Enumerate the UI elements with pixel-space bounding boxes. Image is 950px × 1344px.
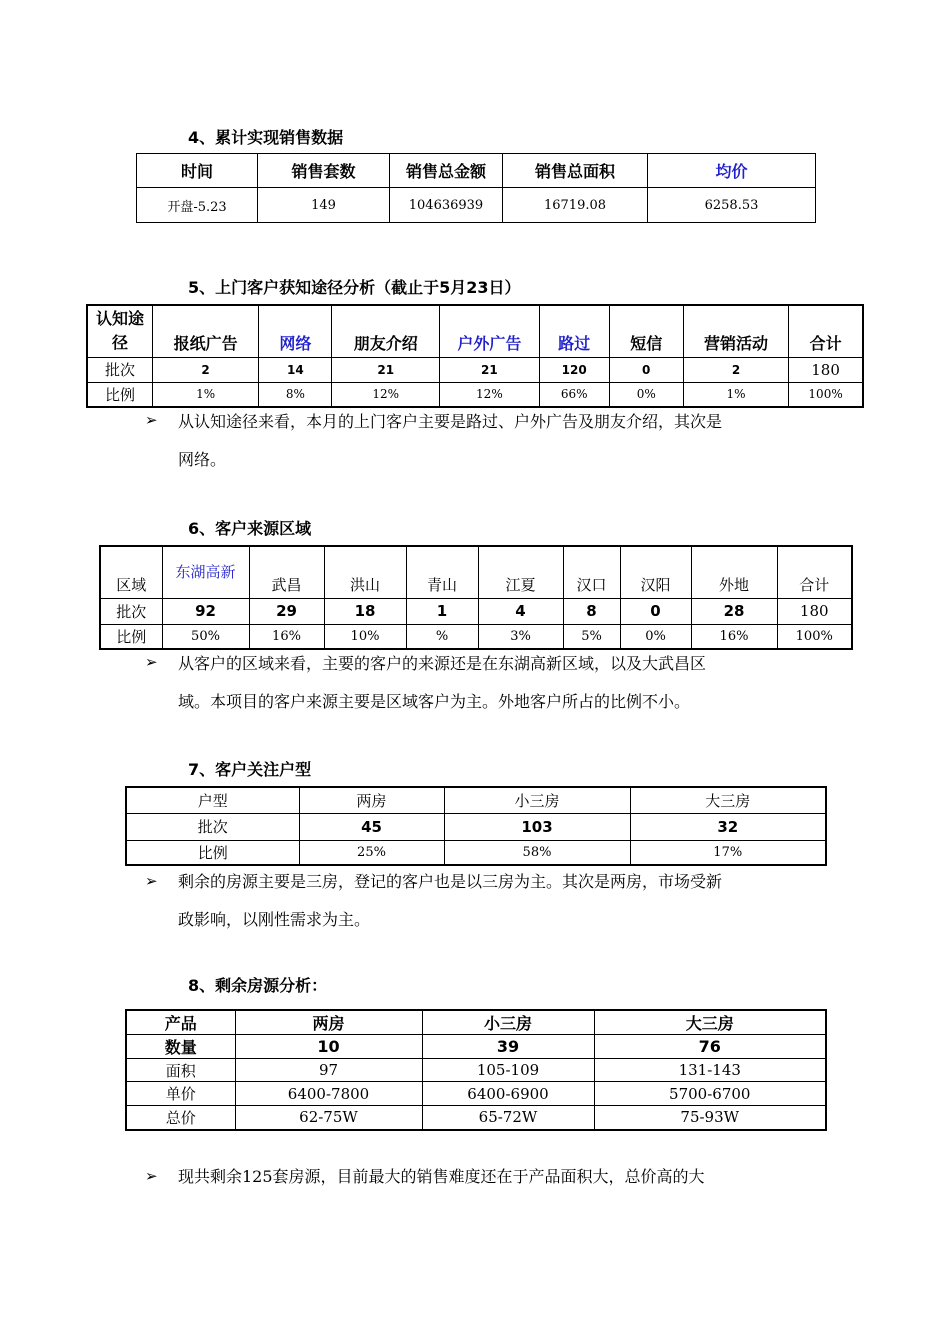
cell: 28 bbox=[691, 598, 777, 624]
sales-summary-table bbox=[136, 153, 816, 223]
cell: 总价 bbox=[126, 1106, 235, 1130]
cell: 50% bbox=[162, 624, 249, 649]
cell: 2 bbox=[683, 357, 788, 382]
note-line: 现共剩余125套房源，目前最大的销售难度还在于产品面积大，总价高的大 bbox=[178, 1167, 705, 1186]
cell: 5700-6700 bbox=[594, 1082, 826, 1106]
cell: 180 bbox=[789, 357, 863, 382]
table-row bbox=[87, 357, 863, 382]
cell: 比例 bbox=[126, 840, 299, 865]
section-5-note bbox=[178, 403, 818, 479]
bullet-arrow-icon: ➢ bbox=[145, 1167, 158, 1185]
section-5-heading: 5、上门客户获知途径分析（截止于5月23日） bbox=[188, 278, 521, 297]
cell: 39 bbox=[422, 1035, 594, 1059]
cell: 180 bbox=[777, 598, 852, 624]
cell: 25% bbox=[299, 840, 444, 865]
cell: 批次 bbox=[87, 357, 152, 382]
unit-type-table bbox=[125, 786, 827, 866]
cell: 6400-6900 bbox=[422, 1082, 594, 1106]
cell: 比例 bbox=[100, 624, 162, 649]
cell: 66% bbox=[539, 382, 609, 407]
cell: 6400-7800 bbox=[235, 1082, 422, 1106]
cell: 100% bbox=[789, 382, 863, 407]
note-line: 域。本项目的客户来源主要是区域客户为主。外地客户所占的比例不小。 bbox=[178, 692, 691, 711]
table-header-row bbox=[137, 154, 816, 188]
cell: 1 bbox=[406, 598, 478, 624]
cell: 3% bbox=[478, 624, 563, 649]
cell: 5% bbox=[563, 624, 620, 649]
bullet-arrow-icon: ➢ bbox=[145, 653, 158, 671]
header-time: 时间 bbox=[137, 154, 258, 188]
header-avg-price: 均价 bbox=[648, 154, 816, 188]
table-row bbox=[126, 1035, 826, 1059]
section-7-note bbox=[178, 863, 818, 939]
cell: 0% bbox=[609, 382, 683, 407]
header-large-three-bed: 大三房 bbox=[594, 1010, 826, 1035]
table-row bbox=[126, 840, 826, 865]
section-8-note bbox=[178, 1158, 818, 1196]
cell: 16% bbox=[249, 624, 324, 649]
header-total: 合计 bbox=[777, 546, 852, 598]
cell: 单价 bbox=[126, 1082, 235, 1106]
cell: 45 bbox=[299, 813, 444, 840]
cell: 76 bbox=[594, 1035, 826, 1059]
region-table bbox=[99, 545, 853, 650]
cell: % bbox=[406, 624, 478, 649]
header-hanyang: 汉阳 bbox=[620, 546, 691, 598]
note-line: 从认知途径来看，本月的上门客户主要是路过、户外广告及朋友介绍，其次是 bbox=[178, 412, 723, 431]
section-4-heading: 4、累计实现销售数据 bbox=[188, 128, 344, 147]
header-qingshan: 青山 bbox=[406, 546, 478, 598]
cell: 批次 bbox=[100, 598, 162, 624]
cell: 0 bbox=[609, 357, 683, 382]
header-large-three-bed: 大三房 bbox=[630, 787, 826, 813]
cell: 6258.53 bbox=[648, 188, 816, 223]
cell: 4 bbox=[478, 598, 563, 624]
header-outdoor: 户外广告 bbox=[440, 305, 540, 357]
cell: 29 bbox=[249, 598, 324, 624]
cell: 149 bbox=[258, 188, 390, 223]
cell: 75-93W bbox=[594, 1106, 826, 1130]
header-internet: 网络 bbox=[259, 305, 332, 357]
cell: 8 bbox=[563, 598, 620, 624]
header-product: 产品 bbox=[126, 1010, 235, 1035]
cell: 58% bbox=[444, 840, 630, 865]
cell: 1% bbox=[683, 382, 788, 407]
note-line: 剩余的房源主要是三房，登记的客户也是以三房为主。其次是两房，市场受新 bbox=[178, 872, 723, 891]
cell: 131-143 bbox=[594, 1059, 826, 1082]
cell: 2 bbox=[152, 357, 258, 382]
cell: 开盘-5.23 bbox=[137, 188, 258, 223]
cell: 批次 bbox=[126, 813, 299, 840]
cell: 0 bbox=[620, 598, 691, 624]
table-row bbox=[126, 1059, 826, 1082]
table-row bbox=[126, 1082, 826, 1106]
header-hankou: 汉口 bbox=[563, 546, 620, 598]
bullet-arrow-icon: ➢ bbox=[145, 872, 158, 890]
header-units: 销售套数 bbox=[258, 154, 390, 188]
header-jiangxia: 江夏 bbox=[478, 546, 563, 598]
header-wuchang: 武昌 bbox=[249, 546, 324, 598]
header-small-three-bed: 小三房 bbox=[444, 787, 630, 813]
cell: 17% bbox=[630, 840, 826, 865]
table-row bbox=[126, 813, 826, 840]
section-8-heading: 8、剩余房源分析： bbox=[188, 976, 328, 995]
cell: 104636939 bbox=[390, 188, 503, 223]
header-area: 销售总面积 bbox=[503, 154, 648, 188]
table-row bbox=[137, 188, 816, 223]
header-outside: 外地 bbox=[691, 546, 777, 598]
header-friend: 朋友介绍 bbox=[332, 305, 440, 357]
cell: 0% bbox=[620, 624, 691, 649]
bullet-arrow-icon: ➢ bbox=[145, 411, 158, 429]
header-channel: 认知途径 bbox=[87, 305, 152, 357]
table-header-row bbox=[126, 1010, 826, 1035]
cell: 21 bbox=[332, 357, 440, 382]
cell: 12% bbox=[440, 382, 540, 407]
header-hongshan: 洪山 bbox=[324, 546, 406, 598]
cell: 10% bbox=[324, 624, 406, 649]
header-two-bed: 两房 bbox=[235, 1010, 422, 1035]
cell: 97 bbox=[235, 1059, 422, 1082]
table-header-row bbox=[126, 787, 826, 813]
cell: 18 bbox=[324, 598, 406, 624]
note-line: 政影响，以刚性需求为主。 bbox=[178, 910, 371, 929]
inventory-table bbox=[125, 1009, 827, 1131]
note-line: 从客户的区域来看，主要的客户的来源还是在东湖高新区域，以及大武昌区 bbox=[178, 654, 707, 673]
cell: 16719.08 bbox=[503, 188, 648, 223]
note-line: 网络。 bbox=[178, 450, 227, 469]
section-6-note bbox=[178, 645, 818, 721]
header-passby: 路过 bbox=[539, 305, 609, 357]
cell: 100% bbox=[777, 624, 852, 649]
cell: 32 bbox=[630, 813, 826, 840]
header-unit-type: 户型 bbox=[126, 787, 299, 813]
section-7-heading: 7、客户关注户型 bbox=[188, 760, 312, 779]
section-6-heading: 6、客户来源区域 bbox=[188, 519, 312, 538]
cell: 1% bbox=[152, 382, 258, 407]
header-east-lake: 东湖高新 bbox=[162, 546, 249, 598]
cell: 面积 bbox=[126, 1059, 235, 1082]
header-events: 营销活动 bbox=[683, 305, 788, 357]
header-two-bed: 两房 bbox=[299, 787, 444, 813]
header-newspaper: 报纸广告 bbox=[152, 305, 258, 357]
cell: 14 bbox=[259, 357, 332, 382]
cell: 数量 bbox=[126, 1035, 235, 1059]
header-total: 合计 bbox=[789, 305, 863, 357]
channel-table bbox=[86, 304, 864, 408]
cell: 105-109 bbox=[422, 1059, 594, 1082]
cell: 62-75W bbox=[235, 1106, 422, 1130]
table-header-row bbox=[87, 305, 863, 357]
header-sms: 短信 bbox=[609, 305, 683, 357]
table-row bbox=[126, 1106, 826, 1130]
cell: 65-72W bbox=[422, 1106, 594, 1130]
cell: 12% bbox=[332, 382, 440, 407]
header-amount: 销售总金额 bbox=[390, 154, 503, 188]
cell: 103 bbox=[444, 813, 630, 840]
cell: 120 bbox=[539, 357, 609, 382]
cell: 21 bbox=[440, 357, 540, 382]
header-small-three-bed: 小三房 bbox=[422, 1010, 594, 1035]
header-region: 区域 bbox=[100, 546, 162, 598]
cell: 92 bbox=[162, 598, 249, 624]
cell: 10 bbox=[235, 1035, 422, 1059]
cell: 比例 bbox=[87, 382, 152, 407]
table-header-row bbox=[100, 546, 852, 598]
cell: 8% bbox=[259, 382, 332, 407]
table-row bbox=[100, 598, 852, 624]
cell: 16% bbox=[691, 624, 777, 649]
